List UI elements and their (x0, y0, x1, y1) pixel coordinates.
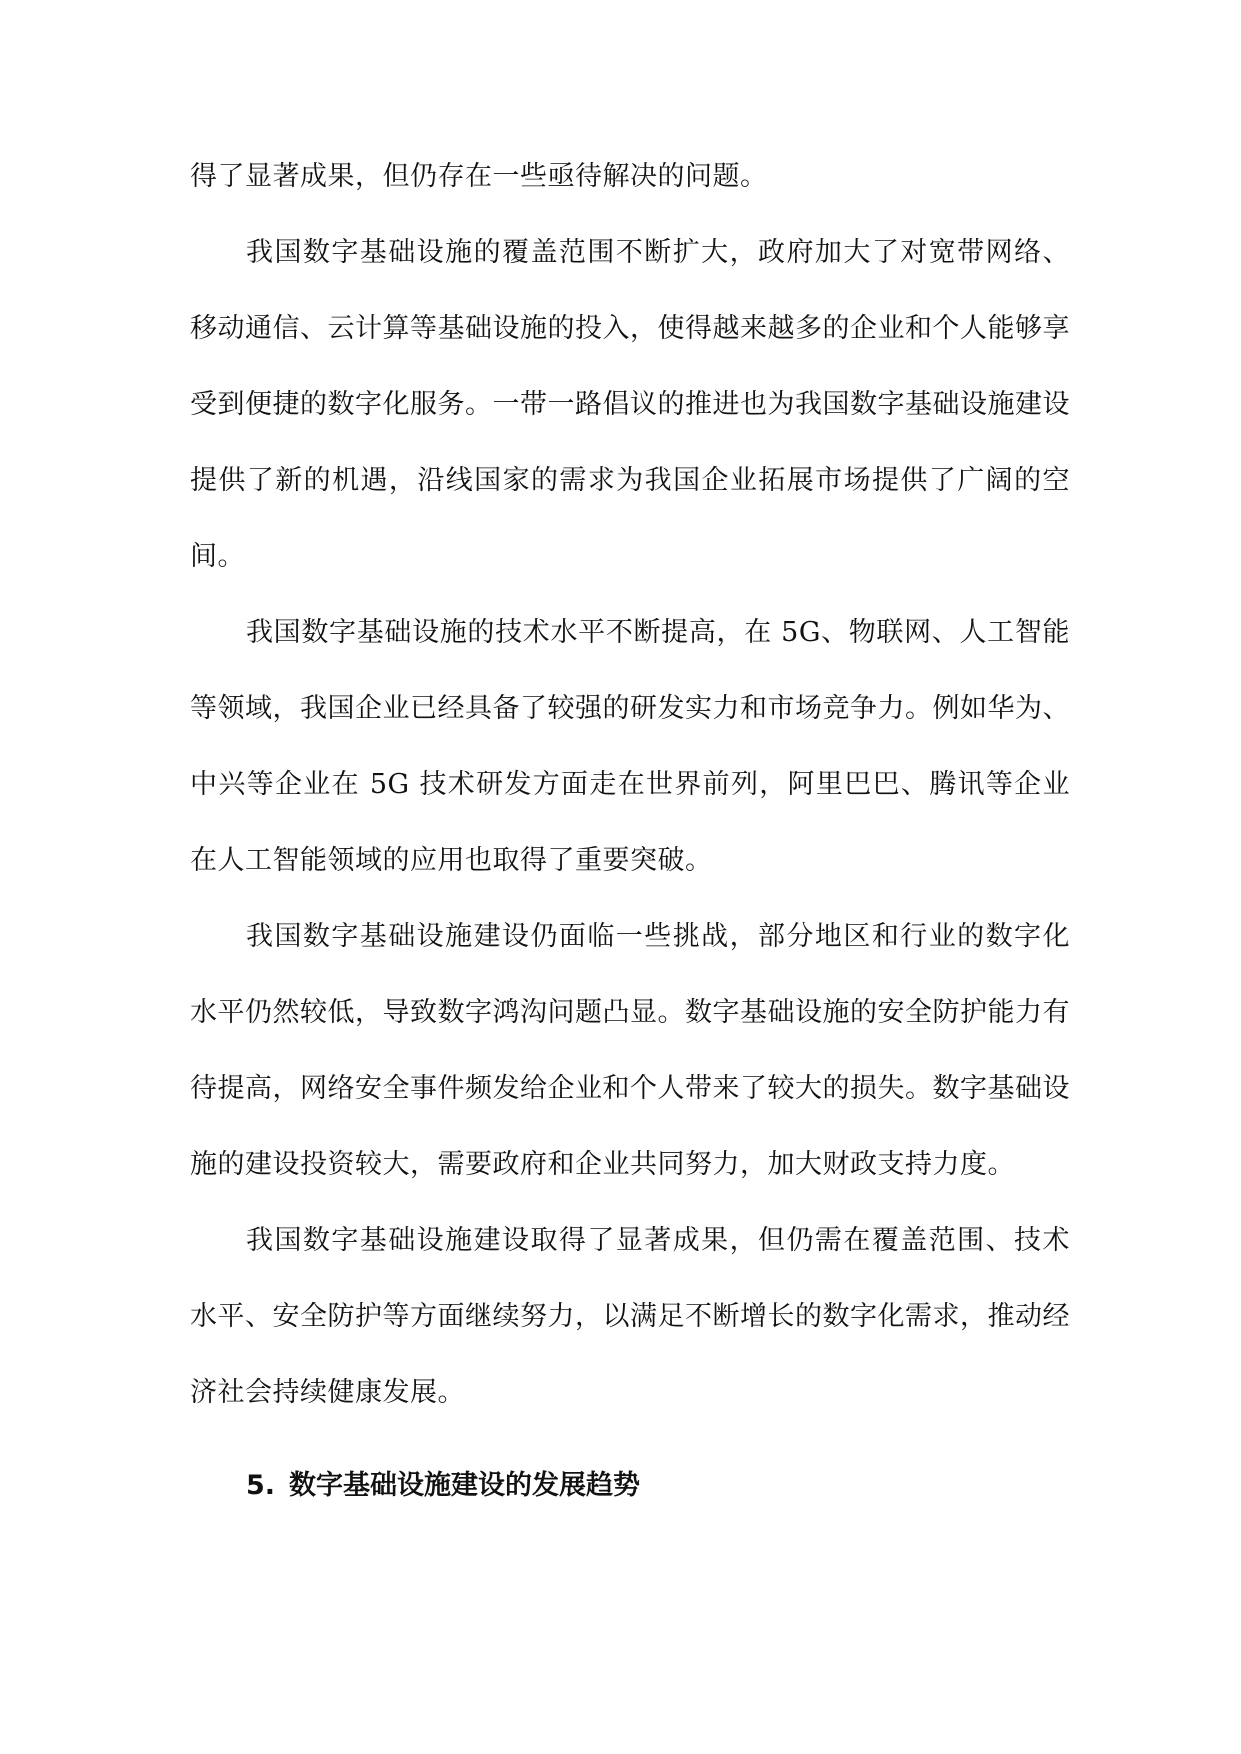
section-heading (246, 1466, 640, 1506)
body-text (190, 139, 1070, 1431)
paragraph-challenges: 我国数字基础设施建设仍面临一些挑战，部分地区和行业的数字化水平仍然较低，导致数字鸿沟问题凸显。数字基础设施的安全防护能力有待提高，网络安全事件频发给企业和个人带来了较大的损失。数字基础设施的建设投资较大，需要政府和企业共同努力，加大财政支持力度。 (190, 921, 1070, 1180)
paragraph-summary: 我国数字基础设施建设取得了显著成果，但仍需在覆盖范围、技术水平、安全防护等方面继续努力，以满足不断增长的数字化需求，推动经济社会持续健康发展。 (190, 1225, 1070, 1408)
paragraph-technology: 我国数字基础设施的技术水平不断提高，在 5G、物联网、人工智能等领域，我国企业已经具备了较强的研发实力和市场竞争力。例如华为、中兴等企业在 5G 技术研发方面走在世界前列，阿里巴巴、腾讯等企业在人工智能领域的应用也取得了重要突破。 (190, 617, 1070, 876)
section-title: 数字基础设施建设的发展趋势 (289, 1470, 641, 1501)
section-number: 5. (246, 1470, 276, 1501)
paragraph-continuation: 得了显著成果，但仍存在一些亟待解决的问题。 (190, 161, 768, 192)
paragraph-coverage: 我国数字基础设施的覆盖范围不断扩大，政府加大了对宽带网络、移动通信、云计算等基础设施的投入，使得越来越多的企业和个人能够享受到便捷的数字化服务。一带一路倡议的推进也为我国数字基础设施建设提供了新的机遇，沿线国家的需求为我国企业拓展市场提供了广阔的空间。 (190, 237, 1070, 572)
